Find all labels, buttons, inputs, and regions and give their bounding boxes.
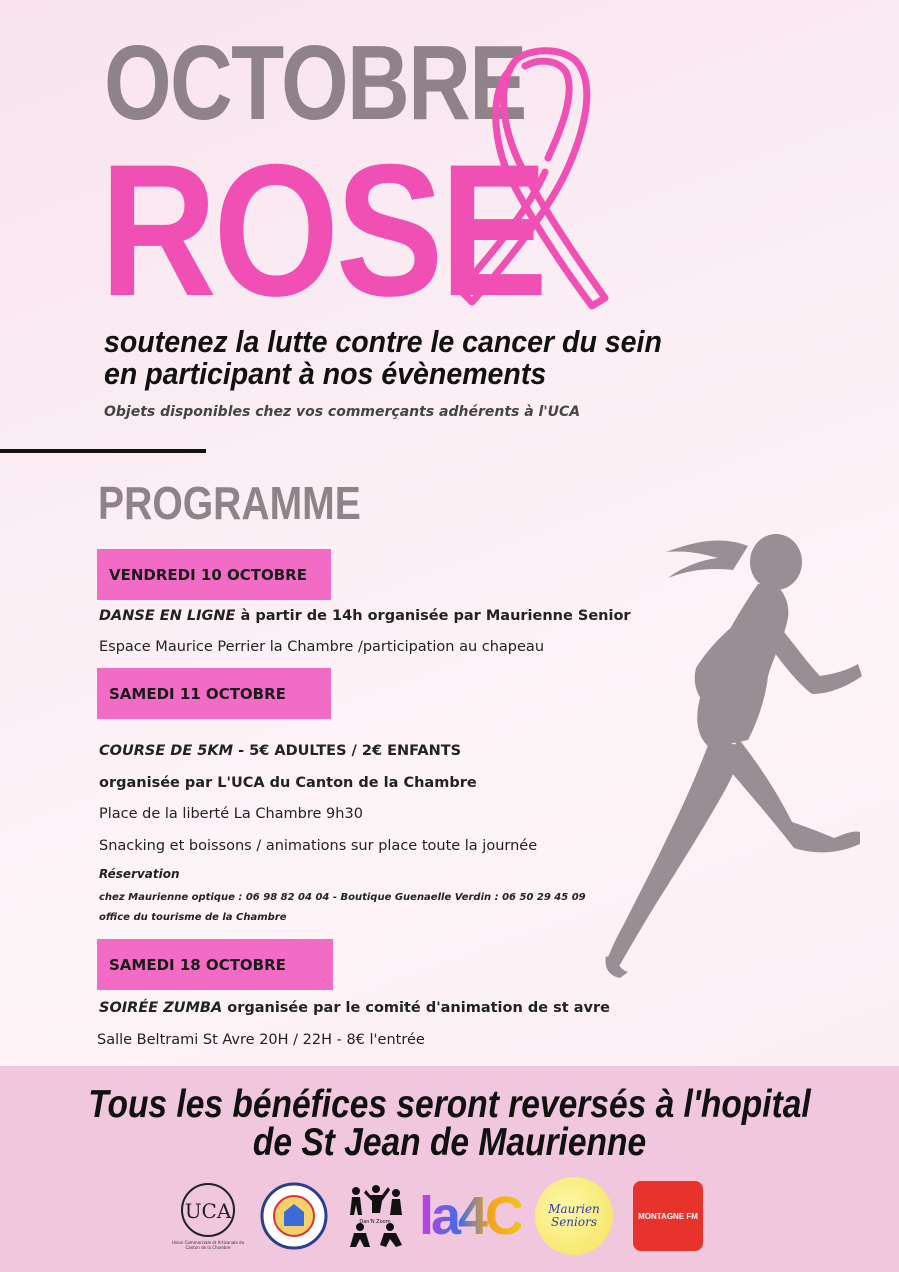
event-activity-details: organisée par le comité d'animation de st avre xyxy=(222,1000,610,1016)
divider xyxy=(0,449,206,453)
event-organizer: organisée par L'UCA du Canton de la Chambre xyxy=(99,775,477,791)
radio-text: MONTAGNE FM xyxy=(638,1211,698,1221)
uca-emblem-icon xyxy=(176,1182,240,1240)
event-extra: Snacking et boissons / animations sur place toute la journée xyxy=(99,838,538,854)
availability-note: Objets disponibles chez vos commerçants adhérents à l'UCA xyxy=(104,404,581,420)
montagne-fm-logo xyxy=(632,1180,704,1252)
maurienne-seniors-logo xyxy=(532,1180,616,1252)
event-activity-details: à partir de 14h organisée par Maurienne Senior xyxy=(235,608,631,624)
dance-text: Dan'N Zoom xyxy=(359,1219,391,1225)
pink-ribbon-icon xyxy=(450,40,620,310)
event-place: Place de la liberté La Chambre 9h30 xyxy=(99,806,363,822)
event-place: Espace Maurice Perrier la Chambre /participation au chapeau xyxy=(99,639,545,655)
seniors-badge xyxy=(535,1177,613,1255)
dancers-icon xyxy=(342,1181,408,1251)
uca-letters: UCA xyxy=(184,1199,232,1223)
event-activity-line xyxy=(99,743,461,759)
event-day-badge: SAMEDI 18 OCTOBRE xyxy=(97,939,333,990)
event-activity: COURSE DE 5KM xyxy=(99,743,234,759)
tagline-line2: en participant à nos évènements xyxy=(104,356,547,391)
tagline xyxy=(104,326,662,390)
footer-line2: de St Jean de Maurienne xyxy=(252,1121,647,1164)
event-activity: DANSE EN LIGNE xyxy=(99,608,236,624)
seniors-line2: Seniors xyxy=(550,1215,597,1229)
event-day-badge: VENDREDI 10 OCTOBRE xyxy=(97,549,331,600)
radio-badge xyxy=(633,1181,703,1251)
reservation-contacts: chez Maurienne optique : 06 98 82 04 04 - Boutique Guenaelle Verdin : 06 50 29 45 09 xyxy=(99,892,586,903)
event-day-badge: SAMEDI 11 OCTOBRE xyxy=(97,668,331,719)
runner-silhouette-icon xyxy=(598,526,868,986)
uca-logo xyxy=(170,1180,246,1252)
title-rose: ROSE xyxy=(100,125,545,335)
title-octobre: OCTOBRE xyxy=(104,24,526,142)
programme-heading: PROGRAMME xyxy=(98,477,361,529)
la4c-logo xyxy=(418,1180,522,1252)
event-activity-line xyxy=(99,608,631,624)
event-place: Salle Beltrami St Avre 20H / 22H - 8€ l'entrée xyxy=(97,1032,425,1048)
footer-message xyxy=(63,1083,836,1164)
tagline-line1: soutenez la lutte contre le cancer du sein xyxy=(104,324,662,359)
dance-logo xyxy=(340,1180,410,1252)
reservation-office: office du tourisme de la Chambre xyxy=(99,912,287,923)
uca-caption: Union Commerciale et Artisanale du Canton de la Chambre xyxy=(171,1240,245,1250)
seniors-line1: Maurien xyxy=(548,1202,600,1216)
event-activity-details: - 5€ ADULTES / 2€ ENFANTS xyxy=(233,743,462,759)
comite-logo xyxy=(258,1180,330,1252)
la4c-text: la4C xyxy=(418,1186,522,1246)
event-activity: SOIRÉE ZUMBA xyxy=(99,1000,223,1016)
footer-line1: Tous les bénéfices seront reversés à l'hopital xyxy=(88,1083,811,1126)
event-activity-line xyxy=(99,1000,610,1016)
reservation-label: Réservation xyxy=(99,867,180,881)
comite-emblem-icon xyxy=(260,1182,328,1250)
